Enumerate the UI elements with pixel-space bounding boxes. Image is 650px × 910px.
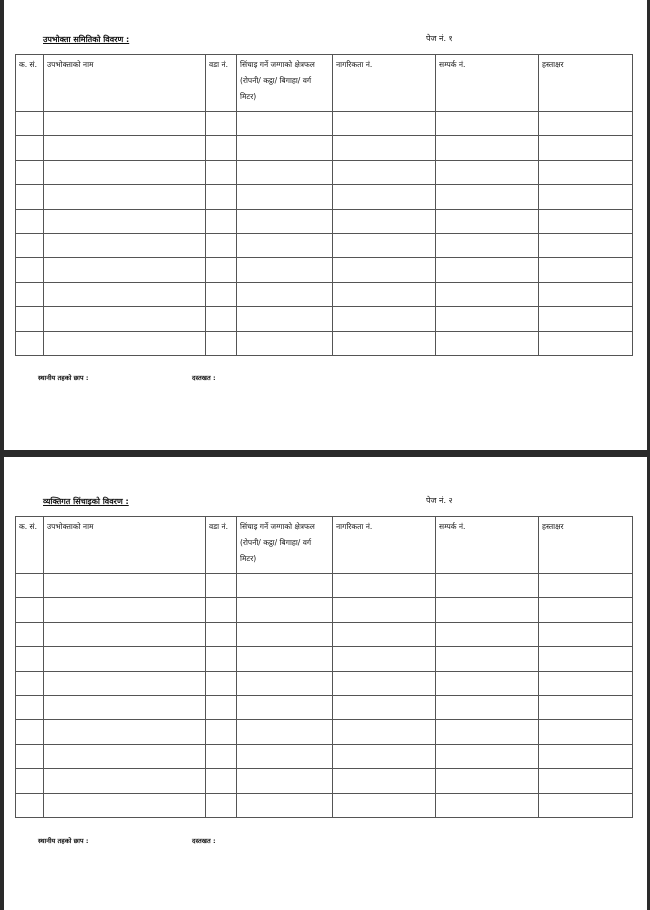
cell[interactable] <box>237 331 333 355</box>
cell[interactable] <box>539 622 633 646</box>
cell[interactable] <box>44 671 206 695</box>
cell[interactable] <box>333 769 436 793</box>
cell[interactable] <box>16 744 44 768</box>
cell[interactable] <box>237 622 333 646</box>
cell[interactable] <box>237 793 333 817</box>
table-row <box>16 769 633 793</box>
cell[interactable] <box>206 209 237 233</box>
col-serial-no: क. सं. <box>16 55 44 112</box>
cell[interactable] <box>539 720 633 744</box>
cell[interactable] <box>333 233 436 257</box>
table-row <box>16 136 633 160</box>
table-row <box>16 282 633 306</box>
form-page-2 <box>4 457 647 910</box>
cell[interactable] <box>44 185 206 209</box>
cell[interactable] <box>16 622 44 646</box>
cell[interactable] <box>44 331 206 355</box>
col-consumer-name: उपभोक्ताको नाम <box>44 55 206 112</box>
cell[interactable] <box>436 622 539 646</box>
table-row <box>16 209 633 233</box>
cell[interactable] <box>44 622 206 646</box>
cell[interactable] <box>237 160 333 184</box>
cell[interactable] <box>539 258 633 282</box>
table-row <box>16 331 633 355</box>
form-title: व्यक्तिगत सिंचाइको विवरण : <box>43 497 129 506</box>
cell[interactable] <box>539 209 633 233</box>
cell[interactable] <box>206 136 237 160</box>
cell[interactable] <box>206 720 237 744</box>
signature-label: दस्तखत : <box>192 837 216 845</box>
cell[interactable] <box>206 574 237 598</box>
cell[interactable] <box>206 112 237 136</box>
cell[interactable] <box>539 598 633 622</box>
cell[interactable] <box>436 331 539 355</box>
cell[interactable] <box>16 331 44 355</box>
table-row <box>16 793 633 817</box>
cell[interactable] <box>44 258 206 282</box>
cell[interactable] <box>436 769 539 793</box>
table-row <box>16 744 633 768</box>
cell[interactable] <box>16 282 44 306</box>
form-page-1 <box>4 0 647 450</box>
table-header-row <box>16 55 633 112</box>
cell[interactable] <box>44 307 206 331</box>
details-table <box>15 516 633 818</box>
cell[interactable] <box>539 695 633 719</box>
cell[interactable] <box>16 793 44 817</box>
cell[interactable] <box>237 112 333 136</box>
cell[interactable] <box>237 185 333 209</box>
cell[interactable] <box>237 720 333 744</box>
cell[interactable] <box>333 574 436 598</box>
col-irrigated-land-area: सिंचाइ गर्ने जग्गाको क्षेत्रफल (रोपनी/ कट्ठा/ बिगाहा/ वर्ग मिटर) <box>237 55 333 112</box>
cell[interactable] <box>44 720 206 744</box>
cell[interactable] <box>237 233 333 257</box>
form-title: उपभोक्ता समितिको विवरण : <box>43 35 130 44</box>
cell[interactable] <box>436 112 539 136</box>
cell[interactable] <box>44 695 206 719</box>
cell[interactable] <box>44 574 206 598</box>
cell[interactable] <box>539 185 633 209</box>
cell[interactable] <box>436 720 539 744</box>
table-row <box>16 671 633 695</box>
cell[interactable] <box>44 744 206 768</box>
table-row <box>16 720 633 744</box>
cell[interactable] <box>237 258 333 282</box>
cell[interactable] <box>333 793 436 817</box>
cell[interactable] <box>44 209 206 233</box>
cell[interactable] <box>16 307 44 331</box>
col-signature: हस्ताक्षर <box>539 55 633 112</box>
table-row <box>16 233 633 257</box>
cell[interactable] <box>237 744 333 768</box>
cell[interactable] <box>237 307 333 331</box>
cell[interactable] <box>333 307 436 331</box>
cell[interactable] <box>539 647 633 671</box>
cell[interactable] <box>539 282 633 306</box>
cell[interactable] <box>44 769 206 793</box>
cell[interactable] <box>237 695 333 719</box>
cell[interactable] <box>237 209 333 233</box>
cell[interactable] <box>539 793 633 817</box>
cell[interactable] <box>44 233 206 257</box>
cell[interactable] <box>237 769 333 793</box>
cell[interactable] <box>206 331 237 355</box>
cell[interactable] <box>206 671 237 695</box>
cell[interactable] <box>539 671 633 695</box>
cell[interactable] <box>16 209 44 233</box>
cell[interactable] <box>539 112 633 136</box>
col-consumer-name: उपभोक्ताको नाम <box>44 517 206 574</box>
cell[interactable] <box>333 744 436 768</box>
cell[interactable] <box>539 769 633 793</box>
cell[interactable] <box>44 112 206 136</box>
table-row <box>16 112 633 136</box>
cell[interactable] <box>206 258 237 282</box>
cell[interactable] <box>333 112 436 136</box>
table-row <box>16 622 633 646</box>
cell[interactable] <box>333 720 436 744</box>
cell[interactable] <box>206 695 237 719</box>
table-row <box>16 185 633 209</box>
cell[interactable] <box>16 185 44 209</box>
cell[interactable] <box>539 160 633 184</box>
cell[interactable] <box>333 331 436 355</box>
col-contact-no: सम्पर्क नं. <box>436 55 539 112</box>
cell[interactable] <box>206 233 237 257</box>
cell[interactable] <box>206 793 237 817</box>
cell[interactable] <box>16 136 44 160</box>
col-citizenship-no: नागरिकता नं. <box>333 55 436 112</box>
cell[interactable] <box>333 622 436 646</box>
cell[interactable] <box>333 258 436 282</box>
cell[interactable] <box>539 744 633 768</box>
cell[interactable] <box>16 574 44 598</box>
cell[interactable] <box>16 720 44 744</box>
cell[interactable] <box>16 112 44 136</box>
cell[interactable] <box>436 647 539 671</box>
cell[interactable] <box>206 769 237 793</box>
cell[interactable] <box>436 282 539 306</box>
cell[interactable] <box>333 136 436 160</box>
local-level-stamp-label: स्थानीय तहको छाप : <box>38 374 89 382</box>
cell[interactable] <box>237 598 333 622</box>
cell[interactable] <box>436 258 539 282</box>
col-contact-no: सम्पर्क नं. <box>436 517 539 574</box>
table-row <box>16 598 633 622</box>
cell[interactable] <box>16 695 44 719</box>
cell[interactable] <box>436 598 539 622</box>
table-row <box>16 307 633 331</box>
cell[interactable] <box>436 695 539 719</box>
cell[interactable] <box>237 574 333 598</box>
table-row <box>16 695 633 719</box>
cell[interactable] <box>436 233 539 257</box>
cell[interactable] <box>16 647 44 671</box>
cell[interactable] <box>436 671 539 695</box>
page-number: पेज नं. १ <box>426 34 453 43</box>
cell[interactable] <box>206 598 237 622</box>
cell[interactable] <box>206 160 237 184</box>
col-citizenship-no: नागरिकता नं. <box>333 517 436 574</box>
cell[interactable] <box>539 331 633 355</box>
col-irrigated-land-area: सिंचाइ गर्ने जग्गाको क्षेत्रफल (रोपनी/ कट्ठा/ बिगाहा/ वर्ग मिटर) <box>237 517 333 574</box>
local-level-stamp-label: स्थानीय तहको छाप : <box>38 837 89 845</box>
cell[interactable] <box>333 185 436 209</box>
cell[interactable] <box>206 622 237 646</box>
cell[interactable] <box>237 282 333 306</box>
cell[interactable] <box>436 574 539 598</box>
cell[interactable] <box>539 307 633 331</box>
cell[interactable] <box>333 598 436 622</box>
cell[interactable] <box>16 258 44 282</box>
cell[interactable] <box>44 160 206 184</box>
col-ward-no: वडा नं. <box>206 55 237 112</box>
table-row <box>16 574 633 598</box>
cell[interactable] <box>436 160 539 184</box>
cell[interactable] <box>436 136 539 160</box>
signature-label: दस्तखत : <box>192 374 216 382</box>
cell[interactable] <box>44 598 206 622</box>
cell[interactable] <box>206 744 237 768</box>
table-header-row <box>16 517 633 574</box>
cell[interactable] <box>539 233 633 257</box>
cell[interactable] <box>16 160 44 184</box>
cell[interactable] <box>539 574 633 598</box>
cell[interactable] <box>436 185 539 209</box>
cell[interactable] <box>206 185 237 209</box>
cell[interactable] <box>16 671 44 695</box>
cell[interactable] <box>206 647 237 671</box>
cell[interactable] <box>16 769 44 793</box>
cell[interactable] <box>237 671 333 695</box>
cell[interactable] <box>44 282 206 306</box>
cell[interactable] <box>333 671 436 695</box>
cell[interactable] <box>237 647 333 671</box>
cell[interactable] <box>333 209 436 233</box>
page-number: पेज नं. २ <box>426 496 453 505</box>
cell[interactable] <box>333 647 436 671</box>
table-row <box>16 160 633 184</box>
cell[interactable] <box>436 793 539 817</box>
cell[interactable] <box>436 744 539 768</box>
cell[interactable] <box>436 307 539 331</box>
col-ward-no: वडा नं. <box>206 517 237 574</box>
cell[interactable] <box>237 136 333 160</box>
table-row <box>16 647 633 671</box>
details-table <box>15 54 633 356</box>
cell[interactable] <box>44 136 206 160</box>
cell[interactable] <box>539 136 633 160</box>
cell[interactable] <box>44 793 206 817</box>
cell[interactable] <box>436 209 539 233</box>
cell[interactable] <box>206 307 237 331</box>
cell[interactable] <box>333 160 436 184</box>
cell[interactable] <box>333 282 436 306</box>
cell[interactable] <box>16 233 44 257</box>
cell[interactable] <box>16 598 44 622</box>
col-serial-no: क. सं. <box>16 517 44 574</box>
cell[interactable] <box>44 647 206 671</box>
cell[interactable] <box>333 695 436 719</box>
table-row <box>16 258 633 282</box>
cell[interactable] <box>206 282 237 306</box>
col-signature: हस्ताक्षर <box>539 517 633 574</box>
